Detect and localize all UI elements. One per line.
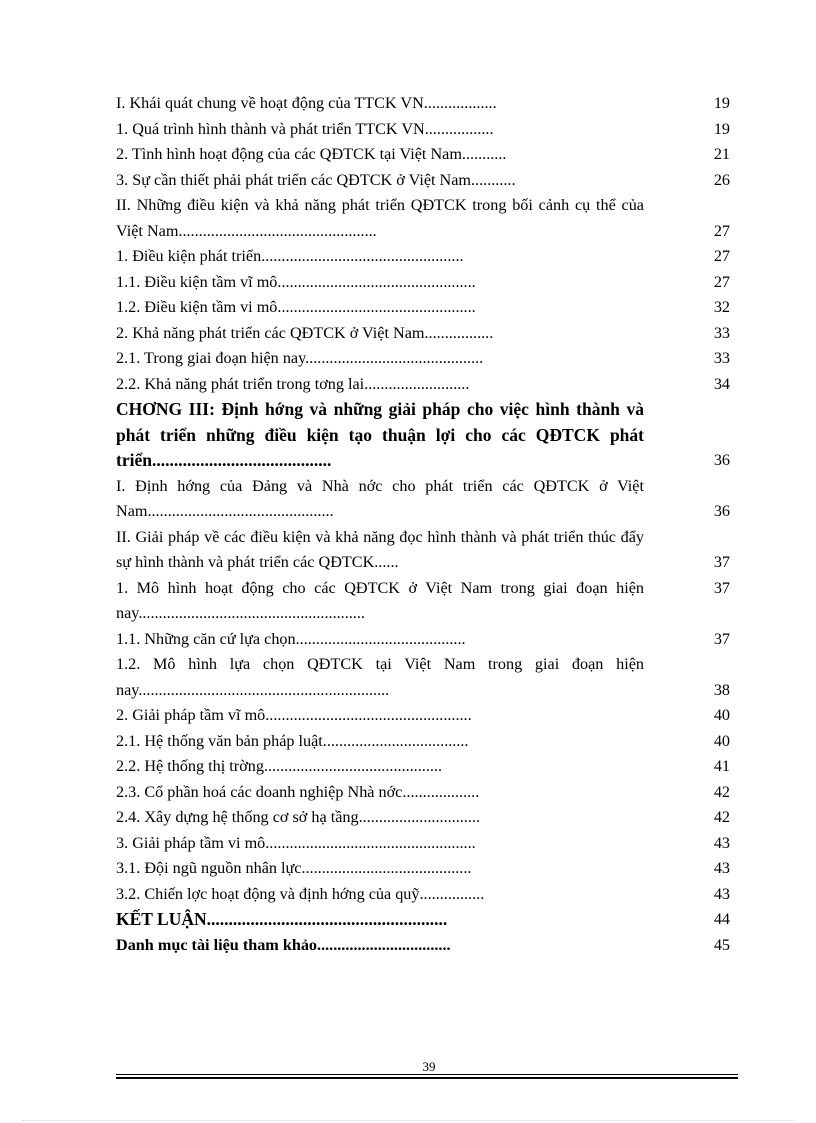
toc-entry [116, 652, 732, 703]
toc-entry [116, 295, 732, 321]
toc-entry-page: 38 [713, 680, 730, 699]
toc-entry-page: 45 [713, 935, 730, 954]
toc-entry-page: 42 [713, 782, 730, 801]
toc-entry-title: 1. Quá trình hình thành và phát triển TTCK VN................. [116, 119, 494, 138]
toc-entry-page: 43 [713, 884, 730, 903]
toc-entry [116, 933, 732, 959]
toc-entry [116, 142, 732, 168]
toc-entry-title: I. Định hớng của Đảng và Nhà nớc cho phát triển các QĐTCK ở Việt Nam.............................................. [116, 476, 644, 520]
toc-entry [116, 703, 732, 729]
toc-entry-page: 42 [713, 808, 730, 826]
toc-entry [116, 91, 732, 117]
toc-entry [116, 805, 732, 831]
toc-entry-page: 27 [713, 247, 730, 265]
toc-entry-title: 2.1. Hệ thống văn bản pháp luật.................................... [116, 731, 469, 750]
toc-entry [116, 270, 732, 296]
toc-entry-page: 33 [713, 349, 730, 367]
footer-rule [116, 1074, 738, 1075]
toc-entry-title: 2. Tình hình hoạt động của các QĐTCK tại Việt Nam........... [116, 145, 507, 163]
toc-entry-page: 36 [713, 451, 730, 469]
toc-entry-title: 1.1. Những căn cứ lựa chọn.......................................... [116, 629, 466, 648]
toc-entry-title: 2.2. Hệ thống thị trờng............................................ [116, 757, 443, 775]
toc-entry [116, 397, 732, 474]
toc-entry [116, 729, 732, 755]
toc-entry-title: 2. Khả năng phát triển các QĐTCK ở Việt Nam................. [116, 323, 494, 342]
toc-entry-page: 26 [713, 170, 730, 189]
toc-entry-title: II. Giải pháp về các điều kiện và khả năng đọc hình thành và phát triển thúc đẩy sự hình thành và phát triển các QĐTCK...... [116, 527, 644, 571]
toc-entry [116, 525, 732, 576]
toc-entry-page: 27 [713, 221, 730, 240]
toc-entry-title: 1. Điều kiện phát triển.................................................. [116, 247, 464, 265]
toc-entry-title: Danh mục tài liệu tham khảo................................. [116, 935, 451, 954]
toc-entry-title: 3.2. Chiến lợc hoạt động và định hớng của quỹ................ [116, 884, 485, 903]
toc-entry [116, 907, 732, 933]
toc-entry [116, 627, 732, 653]
toc-entry-page: 33 [713, 323, 730, 342]
toc-entry-page: 40 [713, 706, 730, 724]
toc-entry [116, 780, 732, 806]
toc-entry [116, 576, 732, 627]
toc-entry-page: 37 [713, 553, 730, 571]
toc-entry [116, 117, 732, 143]
table-of-contents [116, 91, 732, 958]
toc-entry [116, 754, 732, 780]
toc-entry-title: 3. Giải pháp tầm vi mô.................................................... [116, 833, 476, 852]
toc-entry-title: 1.2. Mô hình lựa chọn QĐTCK tại Việt Nam trong giai đoạn hiện nay.............................................................. [116, 655, 644, 699]
toc-entry-page: 19 [713, 94, 730, 112]
toc-entry-title: 1.2. Điều kiện tầm vi mô................................................. [116, 298, 476, 316]
toc-entry-page: 21 [713, 145, 730, 163]
toc-entry-title: 3.1. Đội ngũ nguồn nhân lực.......................................... [116, 859, 472, 877]
footer-rule-thick [116, 1077, 738, 1079]
toc-entry [116, 168, 732, 194]
toc-entry-page: 37 [713, 629, 730, 648]
toc-entry [116, 346, 732, 372]
toc-entry [116, 372, 732, 398]
toc-entry-title: II. Những điều kiện và khả năng phát triển QĐTCK trong bối cảnh cụ thể của Việt Nam................................................. [116, 196, 644, 240]
page-edge-dots [22, 1120, 794, 1121]
toc-entry-title: 2.3. Cổ phần hoá các doanh nghiệp Nhà nớc................... [116, 782, 480, 801]
toc-entry-page: 43 [713, 859, 730, 877]
toc-entry-title: 2.1. Trong giai đoạn hiện nay............................................ [116, 349, 484, 367]
toc-entry-page: 43 [713, 833, 730, 852]
toc-entry-page: 19 [713, 119, 730, 138]
toc-entry [116, 474, 732, 525]
toc-entry-page: 37 [713, 578, 730, 597]
toc-entry-title: CHƠNG III: Định hớng và những giải pháp cho việc hình thành và phát triển những điều kiện tạo thuận lợi cho các QĐTCK phát triển......................................... [116, 399, 644, 470]
toc-entry [116, 193, 732, 244]
toc-entry-title: KẾT LUẬN....................................................... [116, 909, 448, 929]
toc-entry-page: 40 [713, 731, 730, 750]
toc-entry-page: 44 [713, 910, 730, 928]
toc-entry-title: 2.4. Xây dựng hệ thống cơ sở hạ tầng.............................. [116, 808, 480, 826]
toc-entry-title: 3. Sự cần thiết phải phát triển các QĐTCK ở Việt Nam........... [116, 170, 516, 189]
toc-entry-page: 36 [713, 502, 730, 520]
toc-entry-page: 32 [713, 298, 730, 316]
toc-entry-page: 27 [713, 272, 730, 291]
toc-entry-title: 1. Mô hình hoạt động cho các QĐTCK ở Việt Nam trong giai đoạn hiện nay........................................................ [116, 578, 644, 622]
toc-entry [116, 244, 732, 270]
toc-entry [116, 882, 732, 908]
toc-entry [116, 856, 732, 882]
toc-entry-title: 2. Giải pháp tầm vĩ mô................................................... [116, 706, 472, 724]
toc-entry-page: 41 [713, 757, 730, 775]
toc-entry-page: 34 [713, 374, 730, 393]
toc-entry-title: 1.1. Điều kiện tầm vĩ mô................................................. [116, 272, 476, 291]
toc-entry-title: I. Khái quát chung về hoạt động của TTCK VN.................. [116, 94, 497, 112]
toc-entry [116, 321, 732, 347]
toc-entry-title: 2.2. Khả năng phát triển trong tơng lai.......................... [116, 374, 470, 393]
page-number: 39 [422, 1059, 436, 1074]
toc-entry [116, 831, 732, 857]
